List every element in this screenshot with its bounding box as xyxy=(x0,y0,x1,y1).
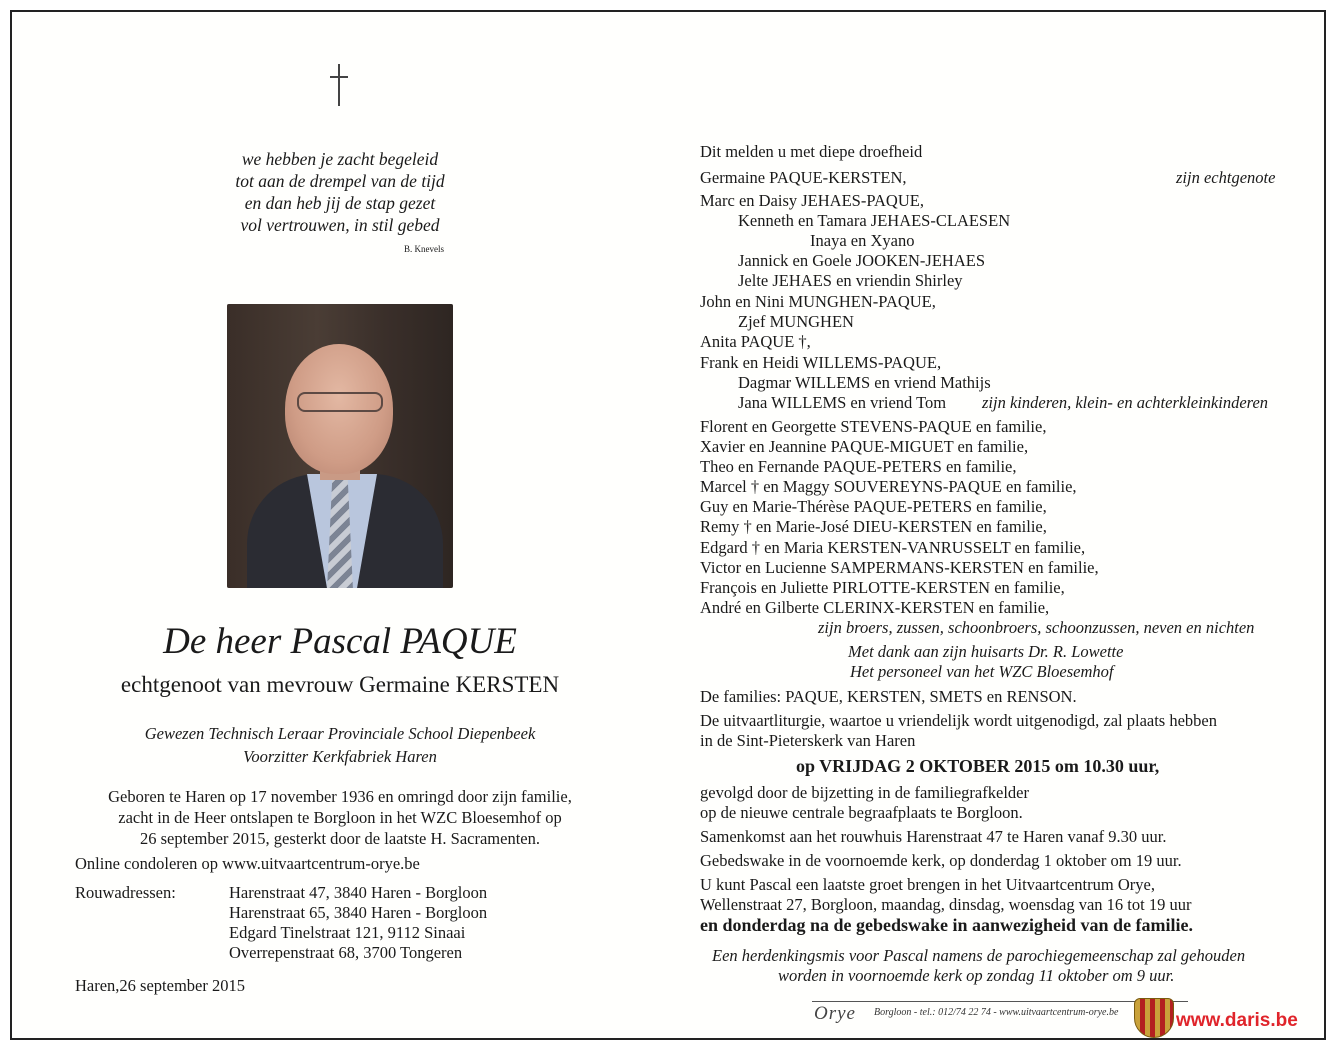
family-line: Florent en Georgette STEVENS-PAQUE en familie, xyxy=(700,417,1047,436)
funeral-line: Samenkomst aan het rouwhuis Harenstraat 47 te Haren vanaf 9.30 uur. xyxy=(700,827,1167,846)
addresses-label: Rouwadressen: xyxy=(75,883,176,902)
family-line: Kenneth en Tamara JEHAES-CLAESEN xyxy=(738,211,1011,230)
poem-line: tot aan de drempel van de tijd xyxy=(235,171,445,191)
siblings-role: zijn broers, zussen, schoonbroers, schoonzussen, neven en nichten xyxy=(818,618,1255,637)
funeral-line: Gebedswake in de voornoemde kerk, op donderdag 1 oktober om 19 uur. xyxy=(700,851,1182,870)
poem xyxy=(200,148,480,236)
kids-role: zijn kinderen, klein- en achterkleinkinderen xyxy=(982,393,1269,412)
funeral-line: gevolgd door de bijzetting in de familiegrafkelder xyxy=(700,783,1029,802)
memorial-mass: Een herdenkingsmis voor Pascal namens de parochiegemeenschap zal gehouden xyxy=(712,946,1246,965)
place-date: Haren,26 september 2015 xyxy=(75,976,245,995)
family-line: Jana WILLEMS en vriend Tom xyxy=(738,393,947,412)
family-intro: Dit melden u met diepe droefheid xyxy=(700,142,923,161)
funeral-date: op VRIJDAG 2 OKTOBER 2015 om 10.30 uur, xyxy=(796,756,1160,776)
poem-line: we hebben je zacht begeleid xyxy=(241,149,439,169)
family-line: Frank en Heidi WILLEMS-PAQUE, xyxy=(700,353,942,372)
cross-icon xyxy=(338,64,340,106)
funeral-line: op de nieuwe centrale begraafplaats te Borgloon. xyxy=(700,803,1023,822)
funeral-home-contact: Borgloon - tel.: 012/74 22 74 - www.uitvaartcentrum-orye.be xyxy=(874,1007,1119,1018)
poem-line: en dan heb jij de stap gezet xyxy=(244,193,436,213)
family-line: Xavier en Jeannine PAQUE-MIGUET en familie, xyxy=(700,437,1029,456)
family-line: Anita PAQUE †, xyxy=(700,332,811,351)
funeral-line: U kunt Pascal een laatste groet brengen in het Uitvaartcentrum Orye, xyxy=(700,875,1155,894)
family-line: André en Gilberte CLERINX-KERSTEN en familie, xyxy=(700,598,1050,617)
footer-divider xyxy=(812,1001,1188,1002)
families-line: De families: PAQUE, KERSTEN, SMETS en RENSON. xyxy=(700,687,1077,706)
address-item: Overrepenstraat 68, 3700 Tongeren xyxy=(229,943,463,962)
watermark-link[interactable]: www.daris.be xyxy=(1176,1010,1298,1031)
deceased-name: De heer Pascal PAQUE xyxy=(163,621,517,662)
family-line: Guy en Marie-Thérèse PAQUE-PETERS en familie, xyxy=(700,497,1047,516)
address-item: Edgard Tinelstraat 121, 9112 Sinaai xyxy=(229,923,466,942)
deceased-spouse: echtgenoot van mevrouw Germaine KERSTEN xyxy=(120,672,560,697)
family-line: François en Juliette PIRLOTTE-KERSTEN en familie, xyxy=(700,578,1065,597)
memorial-mass: worden in voornoemde kerk op zondag 11 oktober om 9 uur. xyxy=(778,966,1175,985)
thanks-line: Met dank aan zijn huisarts Dr. R. Lowette xyxy=(848,642,1124,661)
family-line: Inaya en Xyano xyxy=(810,231,915,250)
address-item: Harenstraat 47, 3840 Haren - Borgloon xyxy=(229,883,488,902)
family-line: Victor en Lucienne SAMPERMANS-KERSTEN en familie, xyxy=(700,558,1099,577)
function-line: Voorzitter Kerkfabriek Haren xyxy=(243,747,437,766)
birth-death-text xyxy=(80,786,600,849)
family-line: Jannick en Goele JOOKEN-JEHAES xyxy=(738,251,985,270)
text-line: zacht in de Heer ontslapen te Borgloon in het WZC Bloesemhof op xyxy=(118,808,562,827)
crest-icon xyxy=(1134,998,1174,1038)
portrait-photo xyxy=(227,304,453,588)
funeral-visit-bold: en donderdag na de gebedswake in aanwezigheid van de familie. xyxy=(700,915,1194,935)
funeral-line: in de Sint-Pieterskerk van Haren xyxy=(700,731,916,750)
function-line: Gewezen Technisch Leraar Provinciale School Diepenbeek xyxy=(144,724,536,743)
family-line: Marcel † en Maggy SOUVEREYNS-PAQUE en familie, xyxy=(700,477,1077,496)
text-line: 26 september 2015, gesterkt door de laatste H. Sacramenten. xyxy=(140,829,540,848)
family-line: Remy † en Marie-José DIEU-KERSTEN en familie, xyxy=(700,517,1047,536)
family-line: Edgard † en Maria KERSTEN-VANRUSSELT en familie, xyxy=(700,538,1086,557)
deceased-functions xyxy=(80,722,600,768)
family-line: Marc en Daisy JEHAES-PAQUE, xyxy=(700,191,924,210)
family-line: John en Nini MUNGHEN-PAQUE, xyxy=(700,292,936,311)
funeral-line: Wellenstraat 27, Borgloon, maandag, dinsdag, woensdag van 16 tot 19 uur xyxy=(700,895,1192,914)
online-condolence: Online condoleren op www.uitvaartcentrum-orye.be xyxy=(75,854,420,873)
funeral-line: De uitvaartliturgie, waartoe u vriendelijk wordt uitgenodigd, zal plaats hebben xyxy=(700,711,1217,730)
spouse-name: Germaine PAQUE-KERSTEN, xyxy=(700,168,907,187)
family-line: Dagmar WILLEMS en vriend Mathijs xyxy=(738,373,991,392)
address-item: Harenstraat 65, 3840 Haren - Borgloon xyxy=(229,903,488,922)
text-line: Geboren te Haren op 17 november 1936 en omringd door zijn familie, xyxy=(108,787,572,806)
thanks-line: Het personeel van het WZC Bloesemhof xyxy=(850,662,1114,681)
spouse-role: zijn echtgenote xyxy=(1176,168,1276,187)
family-line: Zjef MUNGHEN xyxy=(738,312,854,331)
funeral-home-logo: Orye xyxy=(814,1003,856,1024)
family-line: Jelte JEHAES en vriendin Shirley xyxy=(738,271,963,290)
family-line: Theo en Fernande PAQUE-PETERS en familie, xyxy=(700,457,1017,476)
poem-author: B. Knevels xyxy=(404,244,444,254)
poem-line: vol vertrouwen, in stil gebed xyxy=(240,215,440,235)
